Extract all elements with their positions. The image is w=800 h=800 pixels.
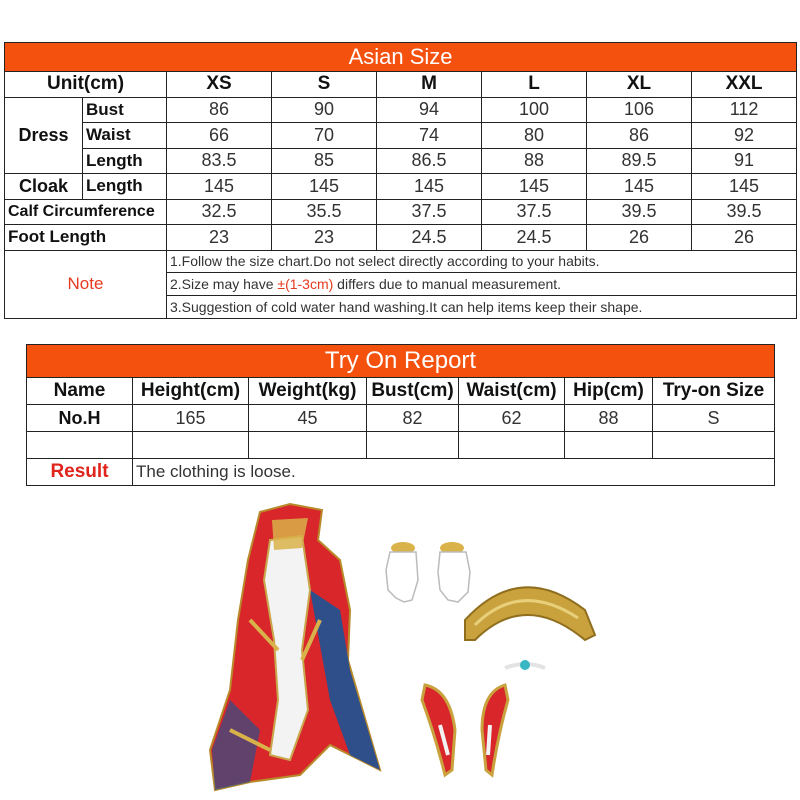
size-cell: 90	[272, 97, 377, 123]
try-on-header: Bust(cm)	[367, 378, 459, 405]
cloak-image	[465, 587, 595, 640]
empty-cell	[27, 432, 133, 459]
size-cell: 145	[167, 174, 272, 200]
row-label-cloak-length: Length	[83, 174, 167, 200]
size-cell: 88	[482, 148, 587, 174]
size-cell: 23	[167, 225, 272, 251]
size-cell: 86	[587, 123, 692, 149]
gloves-image	[386, 542, 470, 602]
row-label-foot: Foot Length	[5, 225, 167, 251]
size-cell: 91	[692, 148, 797, 174]
size-header: M	[377, 72, 482, 98]
size-cell: 32.5	[167, 199, 272, 225]
cloak-group-label: Cloak	[5, 174, 83, 200]
try-on-name: No.H	[27, 405, 133, 432]
try-on-cell: S	[653, 405, 775, 432]
try-on-cell: 62	[459, 405, 565, 432]
shoe-covers-image	[422, 685, 508, 775]
size-header: XL	[587, 72, 692, 98]
row-label-waist: Waist	[83, 123, 167, 149]
size-cell: 35.5	[272, 199, 377, 225]
size-cell: 92	[692, 123, 797, 149]
note-line-2	[167, 273, 797, 296]
size-cell: 80	[482, 123, 587, 149]
size-cell: 100	[482, 97, 587, 123]
costume-product-image	[190, 500, 630, 800]
size-chart-table	[4, 42, 797, 319]
dress-group-label: Dress	[5, 97, 83, 174]
empty-cell	[459, 432, 565, 459]
size-cell: 112	[692, 97, 797, 123]
size-cell: 74	[377, 123, 482, 149]
size-cell: 86	[167, 97, 272, 123]
size-cell: 145	[377, 174, 482, 200]
size-header: L	[482, 72, 587, 98]
try-on-cell: 165	[133, 405, 249, 432]
size-cell: 37.5	[482, 199, 587, 225]
try-on-header: Name	[27, 378, 133, 405]
size-cell: 39.5	[692, 199, 797, 225]
size-cell: 145	[587, 174, 692, 200]
try-on-cell: 45	[249, 405, 367, 432]
note-line-2-highlight: ±(1-3cm)	[277, 275, 334, 292]
row-label-dress-length: Length	[83, 148, 167, 174]
size-cell: 89.5	[587, 148, 692, 174]
note-label: Note	[5, 250, 167, 318]
headpiece-image	[505, 660, 545, 670]
note-line-2-pre: 2.Size may have	[170, 275, 278, 292]
size-cell: 106	[587, 97, 692, 123]
size-cell: 85	[272, 148, 377, 174]
empty-cell	[565, 432, 653, 459]
size-header: XXL	[692, 72, 797, 98]
size-cell: 26	[692, 225, 797, 251]
try-on-header: Weight(kg)	[249, 378, 367, 405]
empty-cell	[249, 432, 367, 459]
try-on-header: Height(cm)	[133, 378, 249, 405]
size-cell: 94	[377, 97, 482, 123]
size-header: S	[272, 72, 377, 98]
note-line-2-post: differs due to manual measurement.	[333, 275, 562, 292]
size-cell: 23	[272, 225, 377, 251]
try-on-cell: 82	[367, 405, 459, 432]
row-label-calf: Calf Circumference	[5, 199, 167, 225]
size-cell: 66	[167, 123, 272, 149]
note-line-3: 3.Suggestion of cold water hand washing.It can help items keep their shape.	[167, 295, 797, 318]
size-cell: 70	[272, 123, 377, 149]
size-cell: 86.5	[377, 148, 482, 174]
try-on-cell: 88	[565, 405, 653, 432]
size-cell: 24.5	[482, 225, 587, 251]
size-chart-title: Asian Size	[5, 43, 797, 72]
note-line-1: 1.Follow the size chart.Do not select directly according to your habits.	[167, 250, 797, 273]
size-cell: 37.5	[377, 199, 482, 225]
try-on-header: Hip(cm)	[565, 378, 653, 405]
unit-header: Unit(cm)	[5, 72, 167, 98]
size-cell: 145	[482, 174, 587, 200]
size-cell: 83.5	[167, 148, 272, 174]
size-cell: 26	[587, 225, 692, 251]
empty-cell	[133, 432, 249, 459]
size-header: XS	[167, 72, 272, 98]
try-on-table	[26, 344, 775, 486]
dress-image	[210, 504, 380, 790]
result-label: Result	[27, 459, 133, 486]
try-on-header: Try-on Size	[653, 378, 775, 405]
size-cell: 145	[272, 174, 377, 200]
result-text: The clothing is loose.	[133, 459, 775, 486]
size-cell: 39.5	[587, 199, 692, 225]
try-on-title: Try On Report	[27, 345, 775, 378]
empty-cell	[367, 432, 459, 459]
try-on-header: Waist(cm)	[459, 378, 565, 405]
size-cell: 145	[692, 174, 797, 200]
size-cell: 24.5	[377, 225, 482, 251]
empty-cell	[653, 432, 775, 459]
row-label-bust: Bust	[83, 97, 167, 123]
